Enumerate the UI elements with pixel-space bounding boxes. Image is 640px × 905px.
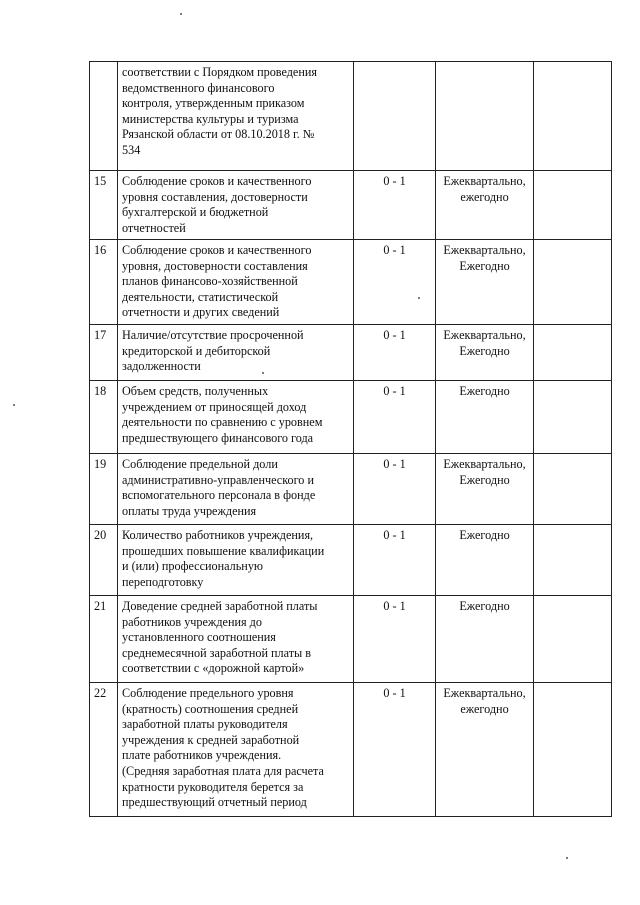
- criterion-text: Соблюдение сроков и качественного уровня, достоверности составления планов финансово-хозяйственной деятельности, статистической отчетности и других сведений: [118, 240, 354, 325]
- table-row: [90, 381, 612, 454]
- empty-cell: [534, 525, 612, 596]
- criterion-text: Количество работников учреждения, прошедших повышение квалификации и (или) профессиональную переподготовку: [118, 525, 354, 596]
- table-row: [90, 454, 612, 525]
- scan-speck: [418, 297, 420, 299]
- row-number: 18: [90, 381, 118, 454]
- score-range: 0 - 1: [354, 171, 436, 240]
- table-row: [90, 62, 612, 171]
- score-range: 0 - 1: [354, 683, 436, 817]
- empty-cell: [534, 171, 612, 240]
- empty-cell: [534, 596, 612, 683]
- evaluation-period: Ежегодно: [436, 596, 534, 683]
- evaluation-period: Ежегодно: [436, 525, 534, 596]
- row-number: 20: [90, 525, 118, 596]
- evaluation-period: Ежеквартально, ежегодно: [436, 171, 534, 240]
- score-range: [354, 62, 436, 171]
- empty-cell: [534, 454, 612, 525]
- scan-speck: [13, 404, 15, 406]
- score-range: 0 - 1: [354, 381, 436, 454]
- score-range: 0 - 1: [354, 596, 436, 683]
- row-number: 16: [90, 240, 118, 325]
- evaluation-period: Ежеквартально, Ежегодно: [436, 325, 534, 381]
- criterion-text: Соблюдение предельной доли административно-управленческого и вспомогательного персонала в фонде оплаты труда учреждения: [118, 454, 354, 525]
- table-row: [90, 596, 612, 683]
- criterion-text: Объем средств, полученных учреждением от приносящей доход деятельности по сравнению с уровнем предшествующего финансового года: [118, 381, 354, 454]
- empty-cell: [534, 325, 612, 381]
- table-row: [90, 240, 612, 325]
- empty-cell: [534, 381, 612, 454]
- score-range: 0 - 1: [354, 525, 436, 596]
- criterion-text: Соблюдение предельного уровня (кратность) соотношения средней заработной платы руководителя учреждения к средней заработной плате работников учреждения. (Средняя заработная плата для расчета кратности руководителя берется за предшествующий отчетный период: [118, 683, 354, 817]
- row-number: 21: [90, 596, 118, 683]
- row-number: [90, 62, 118, 171]
- empty-cell: [534, 240, 612, 325]
- table-row: [90, 171, 612, 240]
- row-number: 15: [90, 171, 118, 240]
- criteria-table: [89, 61, 612, 817]
- score-range: 0 - 1: [354, 240, 436, 325]
- criterion-text: соответствии с Порядком проведения ведомственного финансового контроля, утвержденным приказом министерства культуры и туризма Рязанской области от 08.10.2018 г. № 534: [118, 62, 354, 171]
- row-number: 19: [90, 454, 118, 525]
- row-number: 22: [90, 683, 118, 817]
- criteria-table-body: [90, 62, 612, 817]
- table-row: [90, 525, 612, 596]
- table-row: [90, 683, 612, 817]
- row-number: 17: [90, 325, 118, 381]
- evaluation-period: Ежеквартально, Ежегодно: [436, 454, 534, 525]
- evaluation-period: [436, 62, 534, 171]
- scan-speck: [262, 372, 264, 374]
- empty-cell: [534, 62, 612, 171]
- evaluation-period: Ежегодно: [436, 381, 534, 454]
- evaluation-period: Ежеквартально, ежегодно: [436, 683, 534, 817]
- criterion-text: Наличие/отсутствие просроченной кредиторской и дебиторской задолженности: [118, 325, 354, 381]
- evaluation-period: Ежеквартально, Ежегодно: [436, 240, 534, 325]
- score-range: 0 - 1: [354, 454, 436, 525]
- table-row: [90, 325, 612, 381]
- criterion-text: Соблюдение сроков и качественного уровня составления, достоверности бухгалтерской и бюджетной отчетностей: [118, 171, 354, 240]
- score-range: 0 - 1: [354, 325, 436, 381]
- criterion-text: Доведение средней заработной платы работников учреждения до установленного соотношения среднемесячной заработной платы в соответствии с «дорожной картой»: [118, 596, 354, 683]
- empty-cell: [534, 683, 612, 817]
- scan-speck: [180, 13, 182, 15]
- scan-speck: [566, 857, 568, 859]
